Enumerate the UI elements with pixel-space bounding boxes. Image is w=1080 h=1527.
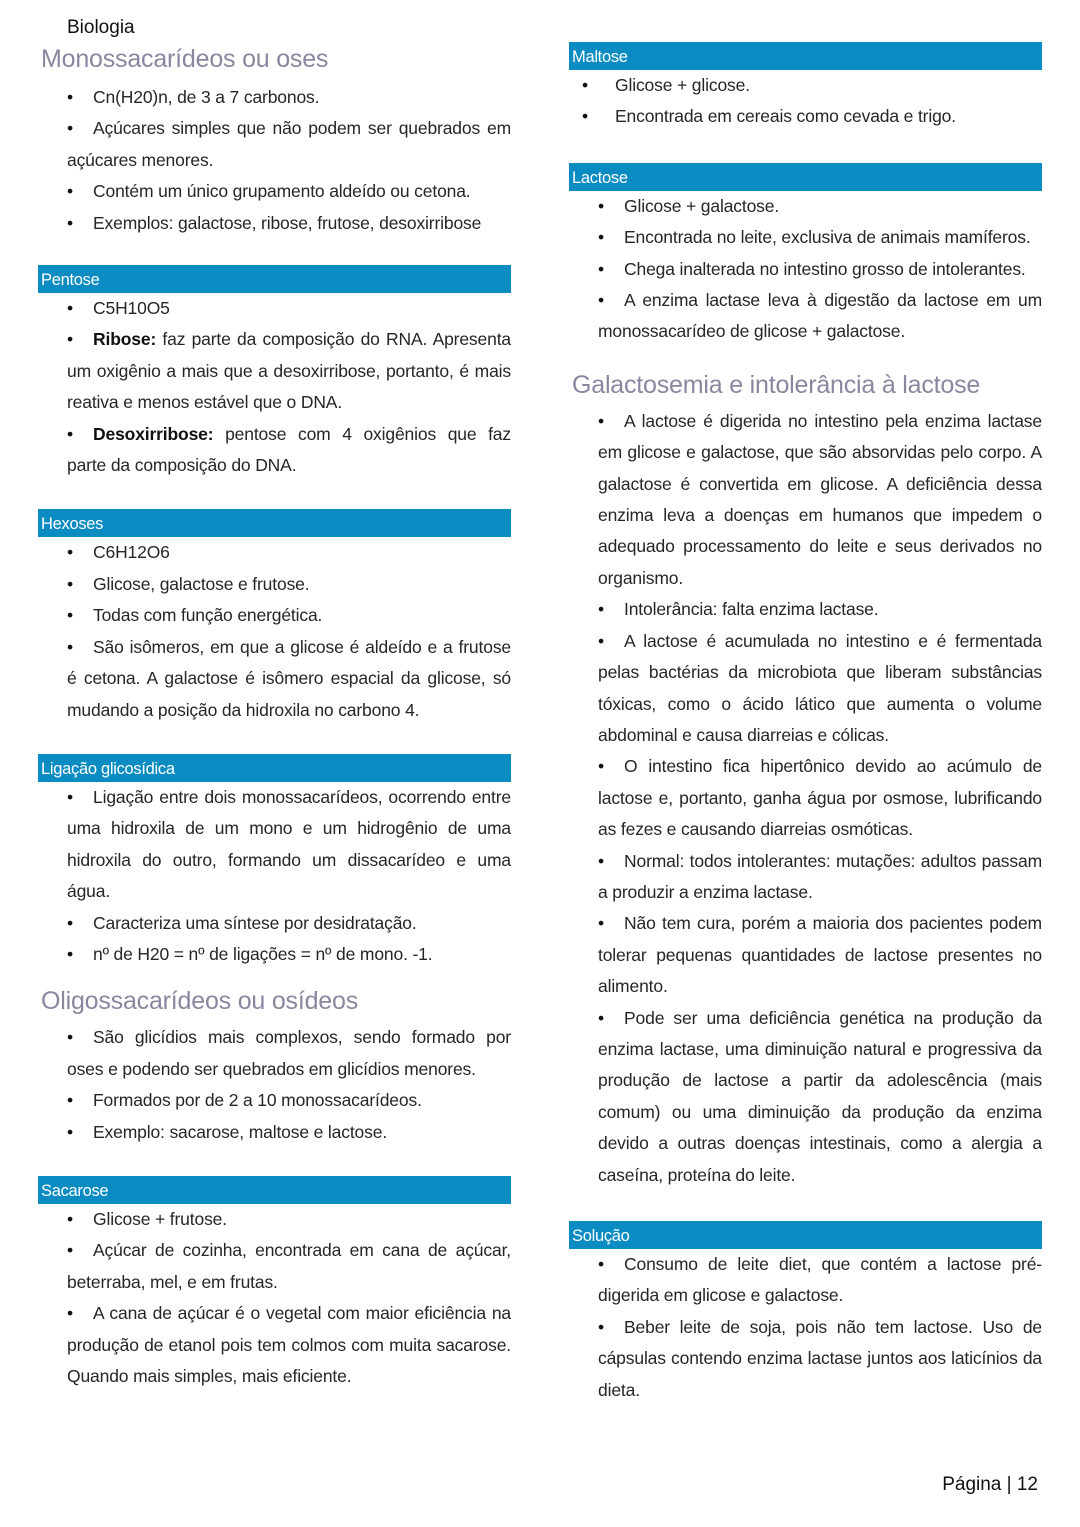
page-number: Página | 12	[942, 1474, 1038, 1495]
monossacarideos-list	[38, 82, 511, 239]
bullet-icon: •	[598, 599, 604, 620]
bullet-icon: •	[67, 1240, 73, 1261]
bullet-icon: •	[67, 943, 73, 964]
list-item: • Encontrada em cereais como cevada e trigo.	[569, 101, 1042, 132]
bullet-icon: •	[67, 329, 73, 350]
list-item: • Ligação entre dois monossacarídeos, ocorrendo entre uma hidroxila de um mono e um hidrogênio de uma hidroxila do outro, formando um dissacarídeo e uma água.	[38, 782, 511, 908]
list-item: • Glicose + galactose.	[569, 191, 1042, 222]
galactosemia-list	[569, 406, 1042, 1191]
list-item: • Consumo de leite diet, que contém a lactose pré-digerida em glicose e galactose.	[569, 1249, 1042, 1312]
list-item: • Intolerância: falta enzima lactase.	[569, 594, 1042, 625]
list-item: • Formados por de 2 a 10 monossacarídeos.	[38, 1085, 511, 1116]
bullet-icon: •	[67, 118, 73, 139]
bullet-icon: •	[67, 605, 73, 626]
section-bar-maltose: Maltose	[569, 42, 1042, 70]
bullet-icon: •	[67, 786, 73, 807]
bullet-icon: •	[582, 106, 588, 127]
list-item: • C6H12O6	[38, 537, 511, 568]
section-bar-pentose: Pentose	[38, 265, 511, 293]
list-item: • C5H10O5	[38, 293, 511, 324]
list-item: • Caracteriza uma síntese por desidratação.	[38, 908, 511, 939]
list-item: • Ribose: faz parte da composição do RNA. Apresenta um oxigênio a mais que a desoxirribose, portanto, é mais reativa e menos estável que o DNA.	[38, 324, 511, 418]
list-item: • São glicídios mais complexos, sendo formado por oses e podendo ser quebrados em glicídios menores.	[38, 1022, 511, 1085]
list-item: • Encontrada no leite, exclusiva de animais mamíferos.	[569, 222, 1042, 253]
bullet-icon: •	[598, 410, 604, 431]
bullet-icon: •	[67, 1121, 73, 1142]
bullet-icon: •	[67, 212, 73, 233]
maltose-list	[569, 70, 1042, 133]
list-item: • O intestino fica hipertônico devido ao acúmulo de lactose e, portanto, ganha água por osmose, lubrificando as fezes e causando diarreias osmóticas.	[569, 751, 1042, 845]
bullet-icon: •	[67, 542, 73, 563]
bullet-icon: •	[598, 195, 604, 216]
lactose-list	[569, 191, 1042, 348]
list-item: • Desoxirribose: pentose com 4 oxigênios que faz parte da composição do DNA.	[38, 419, 511, 482]
list-item: • A lactose é digerida no intestino pela enzima lactase em glicose e galactose, que são absorvidas pelo corpo. A galactose é convertida em glicose. A deficiência dessa enzima leva a doenças em humanos que impedem o adequado processamento do leite e seus derivados no organismo.	[569, 406, 1042, 594]
bullet-icon: •	[67, 573, 73, 594]
bullet-icon: •	[67, 1027, 73, 1048]
term-desoxirribose: Desoxirribose:	[93, 423, 214, 444]
list-item: • Chega inalterada no intestino grosso de intolerantes.	[569, 254, 1042, 285]
list-item: • nº de H20 = nº de ligações = nº de mono. -1.	[38, 939, 511, 970]
list-item: • Pode ser uma deficiência genética na produção da enzima lactase, uma diminuição natural e progressiva da produção de lactose a partir da adolescência (mais comum) ou uma diminuição da produção da enzima devido a outras doenças intestinais, como a alergia a caseína, proteína do leite.	[569, 1003, 1042, 1191]
section-heading-oligossacarideos: Oligossacarídeos ou osídeos	[41, 987, 359, 1016]
list-item: • Glicose + glicose.	[569, 70, 1042, 101]
section-bar-sacarose: Sacarose	[38, 1176, 511, 1204]
list-item: • Normal: todos intolerantes: mutações: adultos passam a produzir a enzima lactase.	[569, 846, 1042, 909]
section-bar-solucao: Solução	[569, 1221, 1042, 1249]
list-item: • Glicose, galactose e frutose.	[38, 569, 511, 600]
section-bar-lactose: Lactose	[569, 163, 1042, 191]
bullet-icon: •	[598, 1007, 604, 1028]
bullet-icon: •	[67, 1090, 73, 1111]
list-item: • Todas com função energética.	[38, 600, 511, 631]
bullet-icon: •	[67, 87, 73, 107]
bullet-icon: •	[67, 636, 73, 657]
bullet-icon: •	[67, 181, 73, 202]
bullet-icon: •	[598, 258, 604, 279]
list-item: • Cn(H20)n, de 3 a 7 carbonos.	[38, 82, 511, 113]
hexoses-list	[38, 537, 511, 725]
page-header-subject: Biologia	[67, 17, 135, 38]
section-bar-hexoses: Hexoses	[38, 509, 511, 537]
bullet-icon: •	[598, 1316, 604, 1337]
right-column	[569, 42, 1042, 1406]
bullet-icon: •	[582, 75, 588, 95]
term-ribose: Ribose:	[93, 329, 157, 350]
bullet-icon: •	[598, 756, 604, 777]
list-item: • São isômeros, em que a glicose é aldeído e a frutose é cetona. A galactose é isômero espacial da glicose, só mudando a posição da hidroxila no carbono 4.	[38, 632, 511, 726]
list-item: • Açúcares simples que não podem ser quebrados em açúcares menores.	[38, 113, 511, 176]
section-heading-monossacarideos: Monossacarídeos ou oses	[41, 45, 329, 73]
bullet-icon: •	[598, 630, 604, 651]
bullet-icon: •	[598, 290, 604, 311]
list-item: • Exemplo: sacarose, maltose e lactose.	[38, 1117, 511, 1148]
bullet-icon: •	[598, 850, 604, 871]
list-item: • A enzima lactase leva à digestão da lactose em um monossacarídeo de glicose + galactose.	[569, 285, 1042, 348]
solucao-list	[569, 1249, 1042, 1406]
list-item: • A cana de açúcar é o vegetal com maior eficiência na produção de etanol pois tem colmos com muita sacarose. Quando mais simples, mais eficiente.	[38, 1298, 511, 1392]
bullet-icon: •	[67, 1303, 73, 1324]
bullet-icon: •	[598, 227, 604, 248]
list-item: • Exemplos: galactose, ribose, frutose, desoxirribose	[38, 208, 511, 239]
bullet-icon: •	[67, 298, 73, 319]
oligossacarideos-list	[38, 1022, 511, 1148]
list-item: • Contém um único grupamento aldeído ou cetona.	[38, 176, 511, 207]
list-item: • A lactose é acumulada no intestino e é fermentada pelas bactérias da microbiota que liberam substâncias tóxicas, como o ácido lático que aumenta o volume abdominal e causa diarreias e cólicas.	[569, 626, 1042, 752]
bullet-icon: •	[67, 423, 73, 444]
list-item: • Açúcar de cozinha, encontrada em cana de açúcar, beterraba, mel, e em frutas.	[38, 1235, 511, 1298]
bullet-icon: •	[598, 913, 604, 934]
sacarose-list	[38, 1204, 511, 1392]
section-heading-galactosemia: Galactosemia e intolerância à lactose	[572, 370, 981, 399]
list-item: • Beber leite de soja, pois não tem lactose. Uso de cápsulas contendo enzima lactase juntos aos laticínios da dieta.	[569, 1312, 1042, 1406]
list-item: • Glicose + frutose.	[38, 1204, 511, 1235]
list-item: • Não tem cura, porém a maioria dos pacientes podem tolerar pequenas quantidades de lactose presentes no alimento.	[569, 908, 1042, 1002]
bullet-icon: •	[598, 1254, 604, 1274]
ligacao-list	[38, 782, 511, 970]
pentose-list	[38, 293, 511, 481]
left-column	[38, 42, 511, 1392]
bullet-icon: •	[67, 912, 73, 933]
bullet-icon: •	[67, 1208, 73, 1229]
section-bar-ligacao-glicosidica: Ligação glicosídica	[38, 754, 511, 782]
